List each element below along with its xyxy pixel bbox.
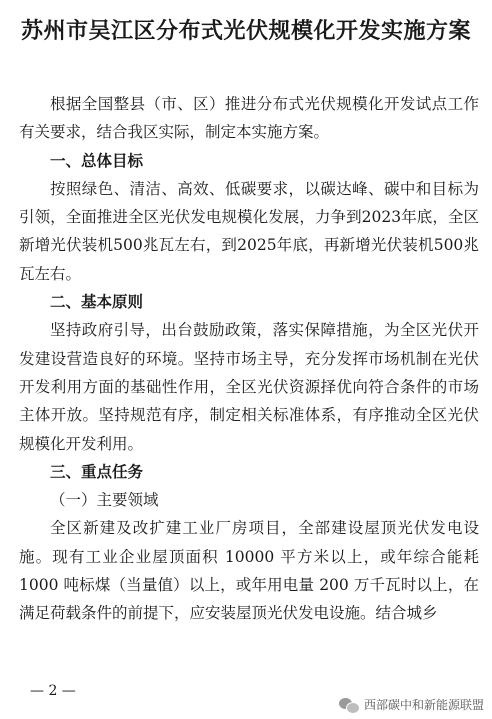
wechat-icon bbox=[339, 697, 359, 713]
watermark bbox=[339, 696, 484, 713]
principles-paragraph: 坚持政府引导，出台鼓励政策，落实保障措施，为全区光伏开发建设营造良好的环境。坚持市场主导，充分发挥市场机制在光伏开发利用方面的基础性作用，全区光伏资源择优向符合条件的市场主体开放。坚持规范有序，制定相关标准体系，有序推动全区光伏规模化开发利用。 bbox=[19, 321, 479, 453]
section-heading-principles: 二、基本原则 bbox=[50, 292, 144, 312]
intro-paragraph: 根据全国整县（市、区）推进分布式光伏规模化开发试点工作有关要求，结合我区实际，制定本实施方案。 bbox=[19, 95, 479, 142]
document-title: 苏州市吴江区分布式光伏规模化开发实施方案 bbox=[20, 18, 471, 44]
goals-paragraph: 按照绿色、清洁、高效、低碳要求，以碳达峰、碳中和目标为引领，全面推进全区光伏发电规模化发展，力争到2023年底，全区新增光伏装机500兆瓦左右，到2025年底，再新增光伏装机500兆瓦左右。 bbox=[19, 179, 479, 283]
document-body bbox=[19, 90, 479, 628]
subsection-heading-areas: （一）主要领域 bbox=[50, 491, 159, 510]
section-heading-goals: 一、总体目标 bbox=[50, 150, 144, 170]
page-number: — 2 — bbox=[30, 683, 76, 699]
section-heading-tasks: 三、重点任务 bbox=[50, 461, 144, 481]
areas-paragraph: 全区新建及改扩建工业厂房项目，全部建设屋顶光伏发电设施。现有工业企业屋顶面积 10000 平方米以上，或年综合能耗1000 吨标煤（当量值）以上，或年用电量 200 万千瓦时以上，在满足荷载条件的前提下，应安装屋顶光伏发电设施。结合城乡 bbox=[19, 519, 479, 623]
watermark-text: 西部碳中和新能源联盟 bbox=[363, 698, 484, 712]
